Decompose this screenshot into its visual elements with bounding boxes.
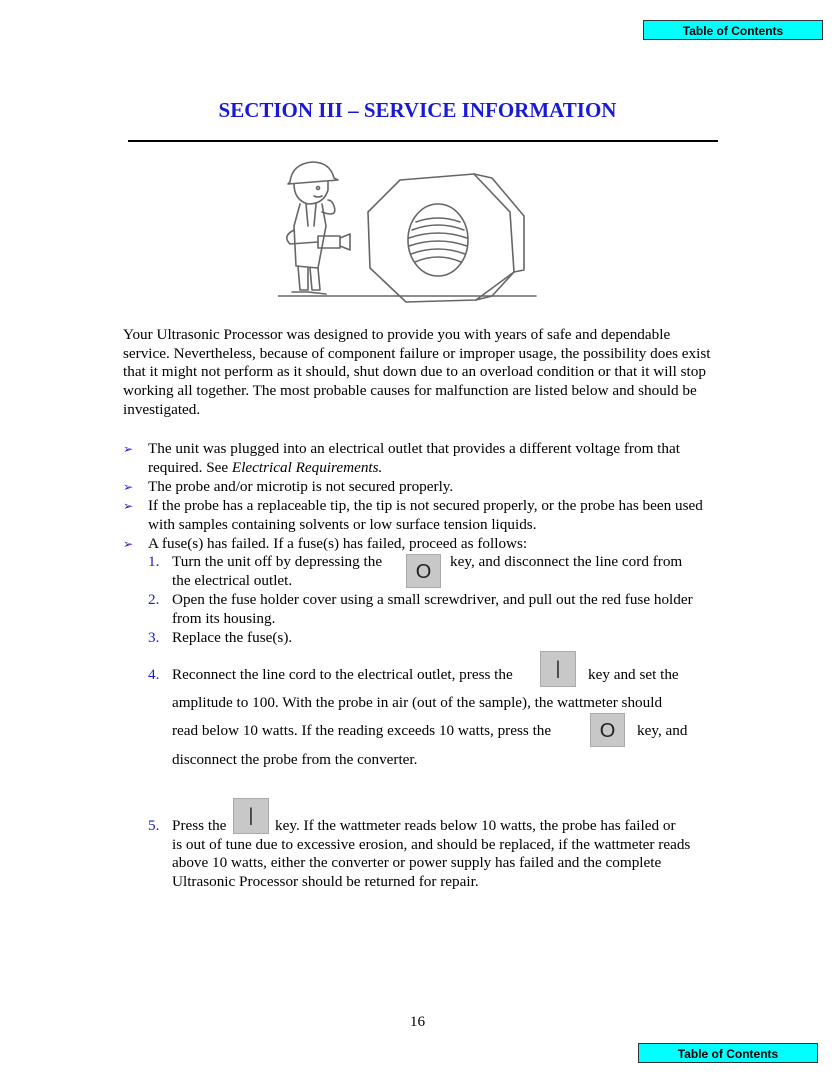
- on-key-icon: |: [233, 798, 269, 834]
- off-key-icon: O: [590, 713, 625, 747]
- technician-with-nut-illustration: [278, 156, 538, 306]
- off-key-icon: O: [406, 554, 441, 588]
- section-title: SECTION III – SERVICE INFORMATION: [218, 98, 617, 122]
- arrow-bullet-icon: ➢: [123, 499, 134, 513]
- table-of-contents-button-top[interactable]: Table of Contents: [643, 20, 823, 40]
- arrow-bullet-icon: ➢: [123, 537, 134, 551]
- arrow-bullet-icon: ➢: [123, 480, 134, 494]
- title-rule: [128, 140, 718, 142]
- on-key-icon: |: [540, 651, 576, 687]
- arrow-bullet-icon: ➢: [123, 442, 134, 456]
- intro-paragraph: Your Ultrasonic Processor was designed to provide you with years of safe and dependable service. Nevertheless, because of component failure or improper usage, the possibility does exist that it might not perform as it should, shut down due to an overload condition or that it will stop working all together. The most probable causes for malfunction are listed below and should be investigated.: [123, 326, 711, 418]
- electrical-requirements-reference: Electrical Requirements.: [231, 458, 383, 476]
- table-of-contents-button-bottom[interactable]: Table of Contents: [638, 1043, 818, 1063]
- page-number: 16: [409, 1013, 426, 1030]
